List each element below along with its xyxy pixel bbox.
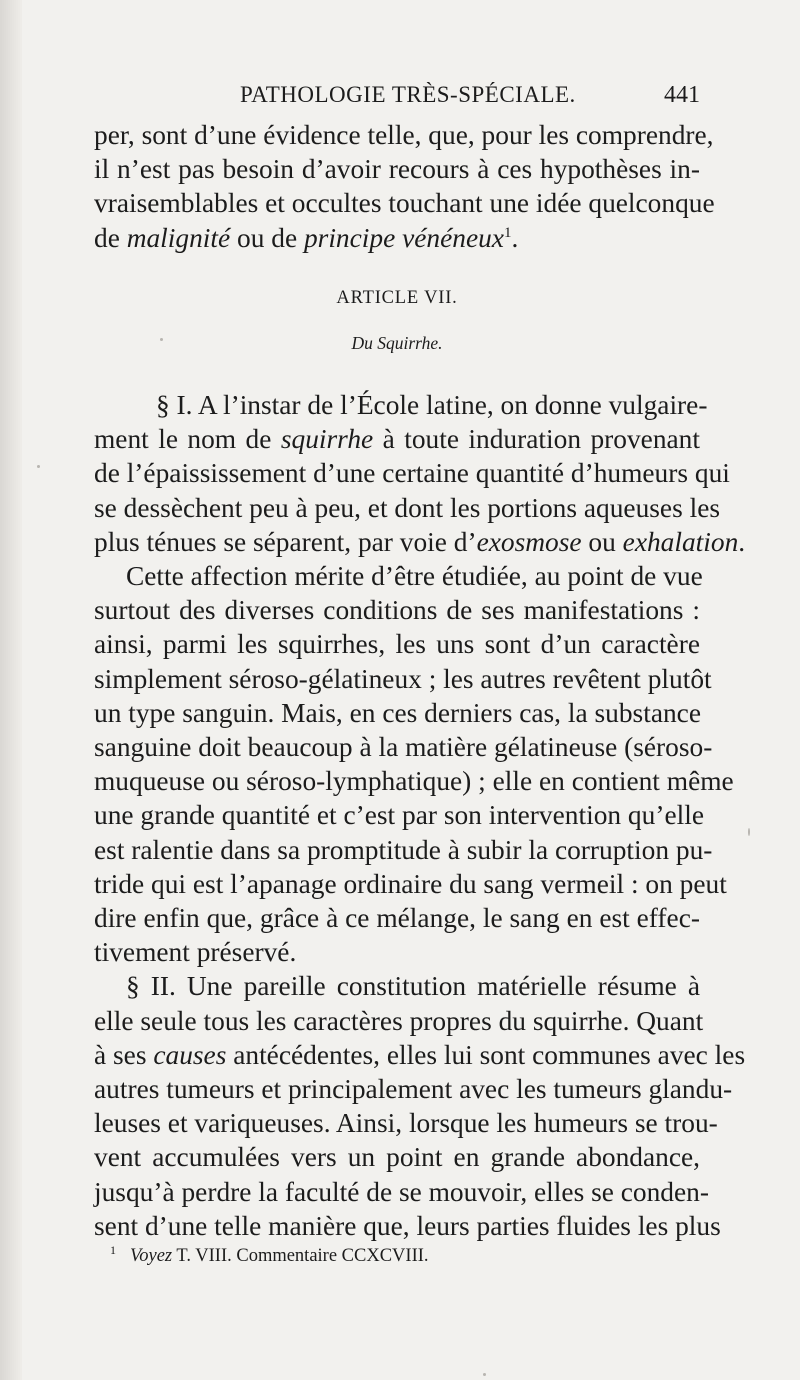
section-2-line: jusqu’à perdre la faculté de se mouvoir, elles se conden- xyxy=(94,1176,709,1207)
text-segment: ou de xyxy=(230,222,304,253)
text-segment: . xyxy=(738,526,746,557)
section-2-line: leuses et variqueuses. Ainsi, lorsque les humeurs se trou- xyxy=(94,1108,718,1139)
section-1-line: une grande quantité et c’est par son intervention qu’elle xyxy=(94,800,704,831)
text-segment: plus ténues se séparent, par voie d’ xyxy=(94,526,477,557)
section-2-line xyxy=(94,1038,746,1072)
section-2-line: vent accumulées vers un point en grande abondance, xyxy=(94,1142,700,1173)
text-line: per, sont d’une évidence telle, que, pour les comprendre, xyxy=(94,120,714,150)
section-1-line: muqueuse ou séroso-lymphatique) ; elle en contient même xyxy=(94,766,734,797)
footnote-italic: Voyez xyxy=(130,1246,173,1267)
section-1-line: un type sanguin. Mais, en ces derniers cas, la substance xyxy=(94,697,701,728)
article-heading: ARTICLE VII. xyxy=(336,288,458,308)
text-segment: ment le nom de xyxy=(94,424,281,455)
section-1-line xyxy=(94,525,746,559)
section-1-line xyxy=(94,388,708,422)
section-1-line: dire enfin que, grâce à ce mélange, le sang en est effec- xyxy=(94,903,700,934)
italic-term: causes xyxy=(153,1039,227,1070)
section-2-line: § II. Une pareille constitution matérielle résume à xyxy=(126,971,700,1002)
italic-term: principe vénéneux xyxy=(303,222,504,253)
article-subtitle: Du Squirrhe. xyxy=(351,333,443,353)
italic-term: malignité xyxy=(126,222,231,253)
section-1-line xyxy=(94,422,700,456)
section-1-line: est ralentie dans sa promptitude à subir la corruption pu- xyxy=(94,834,713,865)
text-segment: antécédentes, elles lui sont communes avec les xyxy=(226,1039,746,1070)
section-2-line: elle seule tous les caractères propres du squirrhe. Quant xyxy=(94,1005,704,1036)
italic-term: squirrhe xyxy=(280,424,374,455)
paper-speck xyxy=(748,828,750,836)
footnote-reference: 1 xyxy=(503,224,512,241)
section-2-line: autres tumeurs et principalement avec les tumeurs glandu- xyxy=(94,1074,733,1105)
intro-paragraph xyxy=(94,118,715,255)
text-segment: à ses xyxy=(94,1039,154,1070)
section-1-line: tride qui est l’apanage ordinaire du sang vermeil : on peut xyxy=(94,868,727,899)
paper-speck xyxy=(160,338,163,341)
footnote-mark: 1 xyxy=(110,1243,116,1257)
page-gutter-shadow xyxy=(0,0,22,1380)
section-1-line: simplement séroso-gélatineux ; les autres revêtent plutôt xyxy=(94,663,712,694)
paper-speck xyxy=(483,1373,486,1376)
italic-term: exhalation xyxy=(622,526,739,557)
page-header xyxy=(94,82,700,118)
section-1-line: sanguine doit beaucoup à la matière gélatineuse (séroso- xyxy=(94,732,713,763)
text-segment: . xyxy=(511,222,519,253)
text-segment: de xyxy=(94,222,127,253)
text-segment: ou xyxy=(581,526,623,557)
italic-term: exosmose xyxy=(476,526,582,557)
section-2-line: sent d’une telle manière que, leurs parties fluides les plus xyxy=(94,1210,721,1241)
page-number: 441 xyxy=(664,82,700,108)
text-line xyxy=(94,221,700,255)
section-1-line: surtout des diverses conditions de ses manifestations : xyxy=(94,595,700,626)
footnote-text: T. VIII. Commentaire CCXCVIII. xyxy=(172,1246,429,1267)
section-1-line: tivement préservé. xyxy=(94,937,297,968)
text-segment: § I. A l’instar de l’École latine, on donne vulgaire- xyxy=(156,390,708,420)
text-line: vraisemblables et occultes touchant une idée quelconque xyxy=(94,188,715,219)
section-1-line: de l’épaississement d’une certaine quantité d’humeurs qui xyxy=(94,458,730,489)
section-1-line: se dessèchent peu à peu, et dont les portions aqueuses les xyxy=(94,492,721,523)
running-title: PATHOLOGIE TRÈS-SPÉCIALE. xyxy=(240,82,576,107)
article-body xyxy=(94,388,746,1243)
footnote xyxy=(94,1243,700,1267)
section-1-line: ainsi, parmi les squirrhes, les uns sont d’un caractère xyxy=(94,629,700,660)
section-1-line: Cette affection mérite d’être étudiée, au point de vue xyxy=(126,561,703,592)
paper-speck xyxy=(37,465,40,468)
text-segment: à toute induration provenant xyxy=(373,424,700,455)
text-line: il n’est pas besoin d’avoir recours à ces hypothèses in- xyxy=(94,154,700,185)
